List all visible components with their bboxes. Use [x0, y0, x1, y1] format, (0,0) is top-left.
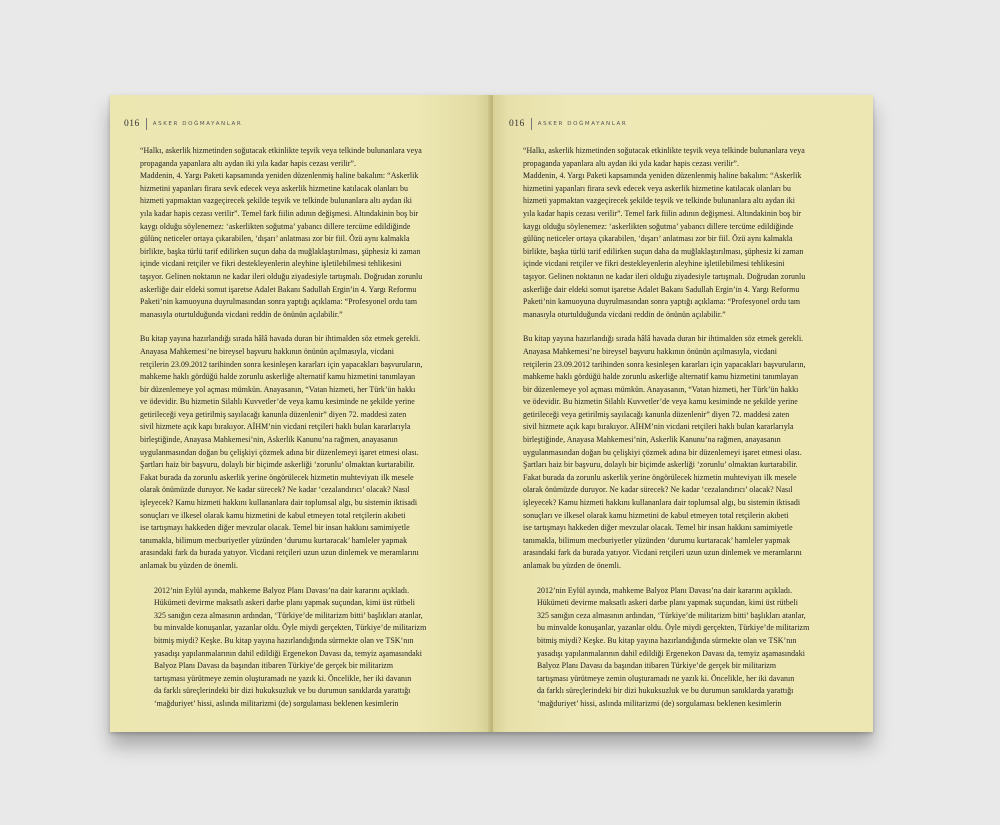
paragraph-3: 2012’nin Eylül ayında, mahkeme Balyoz Planı Davası’na dair kararını açıkladı. Hükümeti devirme maksatlı askeri darbe planı yapmak suçundan, kimi üst rütbeli 325 sanığın ceza almasının ardından, ‘Türkiye’de militarizm bitti’ başlıkları atanlar, bu minvalde konuşanlar, yazanlar oldu. Öyle miydi gerçekten, Türkiye’de militarizm bitmiş miydi? Keşke. Bu kitap yayına hazırlandığında sürmekte olan ve TSK’nın yasadışı yapılanmalarının dahil edildiği Ergenekon Davası da, temyiz aşamasındaki Balyoz Planı Davası da başından itibaren Türkiye’de gerçek bir militarizm tartışması yürütmeye zemin oluşturamadı ne yazık ki. Öncelikle, her iki davanın da farklı süreçlerindeki bir dizi hukuksuzluk ve bu durumun sanıklarda yarattığı ‘mağduriyet’ hissi, aslında militarizmi (de) sorgulaması beklenen kesimlerin: [154, 585, 427, 708]
page-header: [124, 117, 242, 131]
header-divider: [531, 118, 532, 130]
running-title: ASKER DOĞMAYANLAR: [152, 121, 243, 127]
page-body: [140, 145, 456, 711]
page-body: [523, 145, 839, 711]
header-divider: [146, 118, 147, 130]
page-header: [509, 117, 627, 131]
running-title: ASKER DOĞMAYANLAR: [537, 121, 628, 127]
paragraph-3: 2012’nin Eylül ayında, mahkeme Balyoz Planı Davası’na dair kararını açıkladı. Hükümeti devirme maksatlı askeri darbe planı yapmak suçundan, kimi üst rütbeli 325 sanığın ceza almasının ardından, ‘Türkiye’de militarizm bitti’ başlıkları atanlar, bu minvalde konuşanlar, yazanlar oldu. Öyle miydi gerçekten, Türkiye’de militarizm bitmiş miydi? Keşke. Bu kitap yayına hazırlandığında sürmekte olan ve TSK’nın yasadışı yapılanmalarının dahil edildiği Ergenekon Davası da, temyiz aşamasındaki Balyoz Planı Davası da başından itibaren Türkiye’de gerçek bir militarizm tartışması yürütmeye zemin oluşturamadı ne yazık ki. Öncelikle, her iki davanın da farklı süreçlerindeki bir dizi hukuksuzluk ve bu durumun sanıklarda yarattığı ‘mağduriyet’ hissi, aslında militarizmi (de) sorgulaması beklenen kesimlerin: [537, 585, 810, 708]
paragraph-2: Bu kitap yayına hazırlandığı sırada hâlâ havada duran bir ihtimalden söz etmek gerekli. Anayasa Mahkemesi’ne bireysel başvuru hakkının önünün açılmasıyla, vicdani retçilerin 23.09.2012 tarihinden sonra kesinleşen kararları için yapacakları başvuruların, mahkeme haklı gördüğü halde zorunlu askerliğe alternatif kamu hizmetini tanımlayan bir düzenlemeye yol açması mümkün. Anayasanın, “Vatan hizmeti, her Türk’ün hakkı ve ödevidir. Bu hizmetin Silahlı Kuvvetler’de veya kamu kesiminde ne şekilde yerine getirileceği veya getirilmiş sayılacağı kanunla düzenlenir” diyen 72. maddesi zaten sivil hizmete açık kapı bırakıyor. AİHM’nin vicdani retçileri haklı bulan kararlarıyla birleştiğinde, Anayasa Mahkemesi’nin, Askerlik Kanunu’na rağmen, anayasanın uygulanmasından doğan bu çelişkiyi çözmek adına bir düzenlemeyi işaret etmesi olası. Şartları haiz bir başvuru, dolaylı bir biçimde askerliği ‘zorunlu’ olmaktan kurtarabilir. Fakat burada da zorunlu askerlik yerine öngörülecek hizmetin muhteviyatı ilk mesele olarak önümüzde duruyor. Ne kadar sürecek? Ne kadar ‘cezalandırıcı’ olacak? Nasıl işleyecek? Kamu hizmeti hakkını kullananlara dair toplumsal algı, bu sistemin iktisadi sonuçları ve ilkesel olarak kamu hizmetini de kabul etmeyen total retçilerin akıbeti ise tartışmayı hakkeden diğer mevzular olacak. Temel bir insan hakkını samimiyetle tanımakla, bilimum mecburiyetler yüzünden ‘durumu kurtaracak’ hamleler yapmak arasındaki fark da burada yatıyor. Vicdani retçileri uzun uzun dinlemek ve meramlarını anlamak bu yüzden de önemli.: [140, 334, 423, 570]
page-number: 016: [124, 119, 140, 129]
open-book: [110, 95, 873, 732]
paragraph-1: “Halkı, askerlik hizmetinden soğutacak etkinlikte teşvik veya telkinde bulunanlara veya propaganda yapanlara altı aydan iki yıla kadar hapis cezası verilir”. Maddenin, 4. Yargı Paketi kapsamında yeniden düzenlenmiş haline bakalım: “Askerlik hizmetini yapanları firara sevk edecek veya askerlik hizmetine katılacak olanları bu hizmeti yapmaktan vazgeçirecek şekilde teşvik ve telkinde bulunanlara altı aydan iki yıla kadar hapis cezası verilir”. Temel fark fiilin adının değişmesi. Altındakinin boş bir kaygı olduğu söylenemez: ‘askerlikten soğutma’ yabancı dillere tercüme edildiğinde gülünç neticeler ortaya çıkarabilen, ‘dışarı’ anlatması zor bir fiil. Özü aynı kalmakla birlikte, başka türlü tarif edilirken suçun daha da muğlaklaştırılması, şüphesiz ki zaman içinde vicdani retçiler ve fikri destekleyenlerin aleyhine işletilebilmesi tehlikesini taşıyor. Gelinen noktanın ne kadar ileri olduğu ziyadesiyle tartışmalı. Doğrudan zorunlu askerliğe dair eldeki somut işaretse Adalet Bakanı Sadullah Ergin’in 4. Yargı Reformu Paketi’nin kamuoyuna duyrulmasından sonra yaptığı açıklama: “Profesyonel ordu tam manasıyla oturtulduğunda vicdani reddin de önünün açılabilir.”: [523, 146, 806, 319]
page-number: 016: [509, 119, 525, 129]
right-page: [493, 95, 873, 732]
paragraph-1: “Halkı, askerlik hizmetinden soğutacak etkinlikte teşvik veya telkinde bulunanlara veya propaganda yapanlara altı aydan iki yıla kadar hapis cezası verilir”. Maddenin, 4. Yargı Paketi kapsamında yeniden düzenlenmiş haline bakalım: “Askerlik hizmetini yapanları firara sevk edecek veya askerlik hizmetine katılacak olanları bu hizmeti yapmaktan vazgeçirecek şekilde teşvik ve telkinde bulunanlara altı aydan iki yıla kadar hapis cezası verilir”. Temel fark fiilin adının değişmesi. Altındakinin boş bir kaygı olduğu söylenemez: ‘askerlikten soğutma’ yabancı dillere tercüme edildiğinde gülünç neticeler ortaya çıkarabilen, ‘dışarı’ anlatması zor bir fiil. Özü aynı kalmakla birlikte, başka türlü tarif edilirken suçun daha da muğlaklaştırılması, şüphesiz ki zaman içinde vicdani retçiler ve fikri destekleyenlerin aleyhine işletilebilmesi tehlikesini taşıyor. Gelinen noktanın ne kadar ileri olduğu ziyadesiyle tartışmalı. Doğrudan zorunlu askerliğe dair eldeki somut işaretse Adalet Bakanı Sadullah Ergin’in 4. Yargı Reformu Paketi’nin kamuoyuna duyrulmasından sonra yaptığı açıklama: “Profesyonel ordu tam manasıyla oturtulduğunda vicdani reddin de önünün açılabilir.”: [140, 146, 423, 319]
left-page: [110, 95, 490, 732]
paragraph-2: Bu kitap yayına hazırlandığı sırada hâlâ havada duran bir ihtimalden söz etmek gerekli. Anayasa Mahkemesi’ne bireysel başvuru hakkının önünün açılmasıyla, vicdani retçilerin 23.09.2012 tarihinden sonra kesinleşen kararları için yapacakları başvuruların, mahkeme haklı gördüğü halde zorunlu askerliğe alternatif kamu hizmetini tanımlayan bir düzenlemeye yol açması mümkün. Anayasanın, “Vatan hizmeti, her Türk’ün hakkı ve ödevidir. Bu hizmetin Silahlı Kuvvetler’de veya kamu kesiminde ne şekilde yerine getirileceği veya getirilmiş sayılacağı kanunla düzenlenir” diyen 72. maddesi zaten sivil hizmete açık kapı bırakıyor. AİHM’nin vicdani retçileri haklı bulan kararlarıyla birleştiğinde, Anayasa Mahkemesi’nin, Askerlik Kanunu’na rağmen, anayasanın uygulanmasından doğan bu çelişkiyi çözmek adına bir düzenlemeyi işaret etmesi olası. Şartları haiz bir başvuru, dolaylı bir biçimde askerliği ‘zorunlu’ olmaktan kurtarabilir. Fakat burada da zorunlu askerlik yerine öngörülecek hizmetin muhteviyatı ilk mesele olarak önümüzde duruyor. Ne kadar sürecek? Ne kadar ‘cezalandırıcı’ olacak? Nasıl işleyecek? Kamu hizmeti hakkını kullananlara dair toplumsal algı, bu sistemin iktisadi sonuçları ve ilkesel olarak kamu hizmetini de kabul etmeyen total retçilerin akıbeti ise tartışmayı hakkeden diğer mevzular olacak. Temel bir insan hakkını samimiyetle tanımakla, bilimum mecburiyetler yüzünden ‘durumu kurtaracak’ hamleler yapmak arasındaki fark da burada yatıyor. Vicdani retçileri uzun uzun dinlemek ve meramlarını anlamak bu yüzden de önemli.: [523, 334, 806, 570]
